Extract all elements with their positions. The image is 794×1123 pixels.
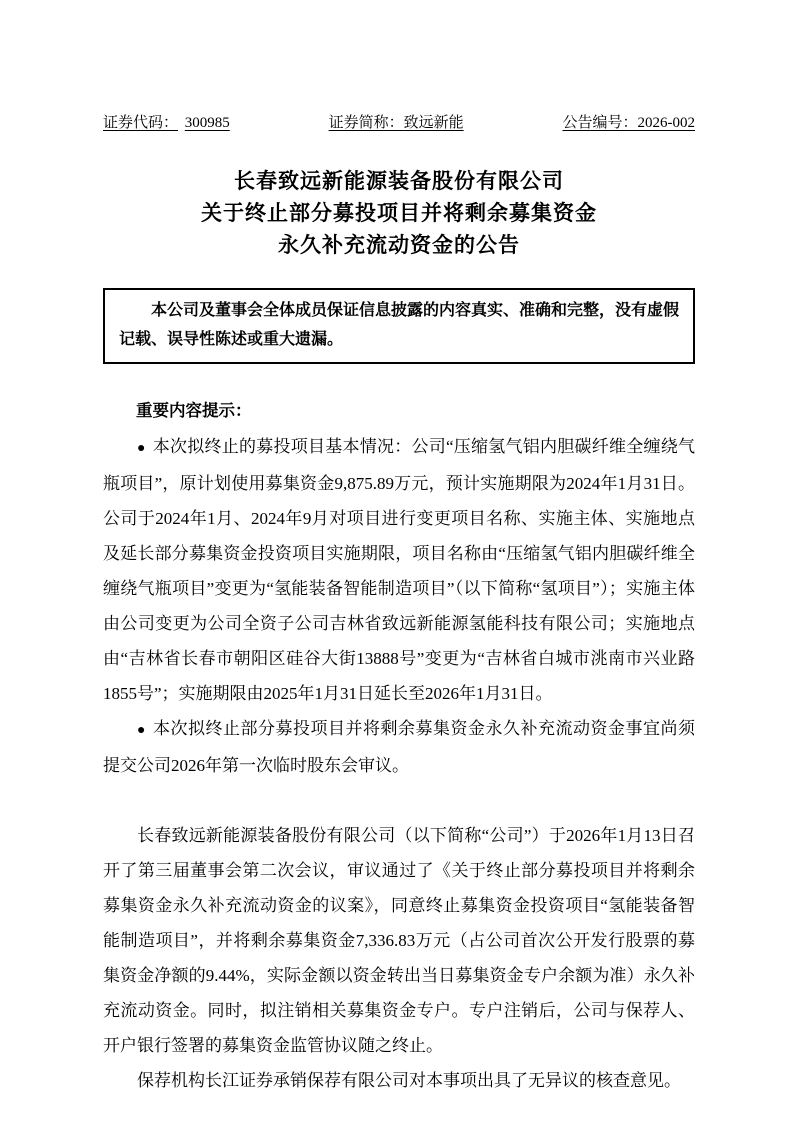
stock-code-label: 证券代码：	[103, 115, 179, 131]
body-paragraph-1: 长春致远新能源装备股份有限公司（以下简称“公司”）于2026年1月13日召开了第三届董事会第二次会议，审议通过了《关于终止部分募投项目并将剩余募集资金永久补充流动资金的议案》，同意终止募集资金投资项目“氢能装备智能制造项目”，并将剩余募集资金7,336.83万元（占公司首次公开发行股票的募集资金净额的9.44%，实际金额以资金转出当日募集资金专户余额为准）永久补充流动资金。同时，拟注销相关募集资金专户。专户注销后，公司与保荐人、开户银行签署的募集资金监管协议随之终止。	[103, 826, 695, 1055]
body-paragraph-2: 保荐机构长江证券承销保荐有限公司对本事项出具了无异议的核查意见。	[137, 1071, 681, 1090]
stock-name-label: 证券简称：	[328, 115, 404, 131]
title-line-1: 长春致远新能源装备股份有限公司	[234, 170, 564, 193]
title-line-2: 关于终止部分募投项目并将剩余募集资金	[201, 202, 597, 225]
notice-bullet-1-text: 本次拟终止的募投项目基本情况：公司“压缩氢气铝内胆碳纤维全缠绕气瓶项目”，原计划使用募集资金9,875.89万元，预计实施期限为2024年1月31日。公司于2024年1月、2024年9月对项目进行变更项目名称、实施主体、实施地点及延长部分募集资金投资项目实施期限，项目名称由“压缩氢气铝内胆碳纤维全缠绕气瓶项目”变更为“氢能装备智能制造项目”（以下简称“氢项目”）；实施主体由公司变更为公司全资子公司吉林省致远新能源氢能科技有限公司；实施地点由“吉林省长春市朝阳区硅谷大街13888号”变更为“吉林省白城市洮南市兴业路1855号”；实施期限由2025年1月31日延长至2026年1月31日。	[103, 437, 695, 703]
notice-bullet-1	[103, 429, 695, 711]
bullet-icon: ●	[137, 441, 146, 456]
announcement-number-segment	[562, 112, 695, 134]
important-notice-heading: 重要内容提示：	[136, 402, 252, 420]
announcement-title	[103, 166, 695, 262]
announcement-number-label: 公告编号：	[562, 115, 638, 131]
stock-name-segment	[329, 112, 464, 134]
announcement-number-value: 2026-002	[637, 115, 695, 131]
declaration-box	[103, 288, 695, 364]
stock-code-value: 300985	[184, 115, 230, 131]
notice-bullet-2-text: 本次拟终止部分募投项目并将剩余募集资金永久补充流动资金事宜尚须提交公司2026年第一次临时股东会审议。	[103, 719, 695, 775]
notice-bullet-2	[103, 711, 695, 783]
declaration-text: 本公司及董事会全体成员保证信息披露的内容真实、准确和完整，没有虚假记载、误导性陈述或重大遗漏。	[119, 302, 680, 348]
announcement-body	[103, 818, 695, 1098]
document-header	[103, 112, 695, 134]
title-line-3: 永久补充流动资金的公告	[278, 234, 520, 257]
stock-name-value: 致远新能	[403, 115, 464, 131]
bullet-icon: ●	[137, 723, 146, 738]
stock-code-segment	[103, 112, 230, 134]
